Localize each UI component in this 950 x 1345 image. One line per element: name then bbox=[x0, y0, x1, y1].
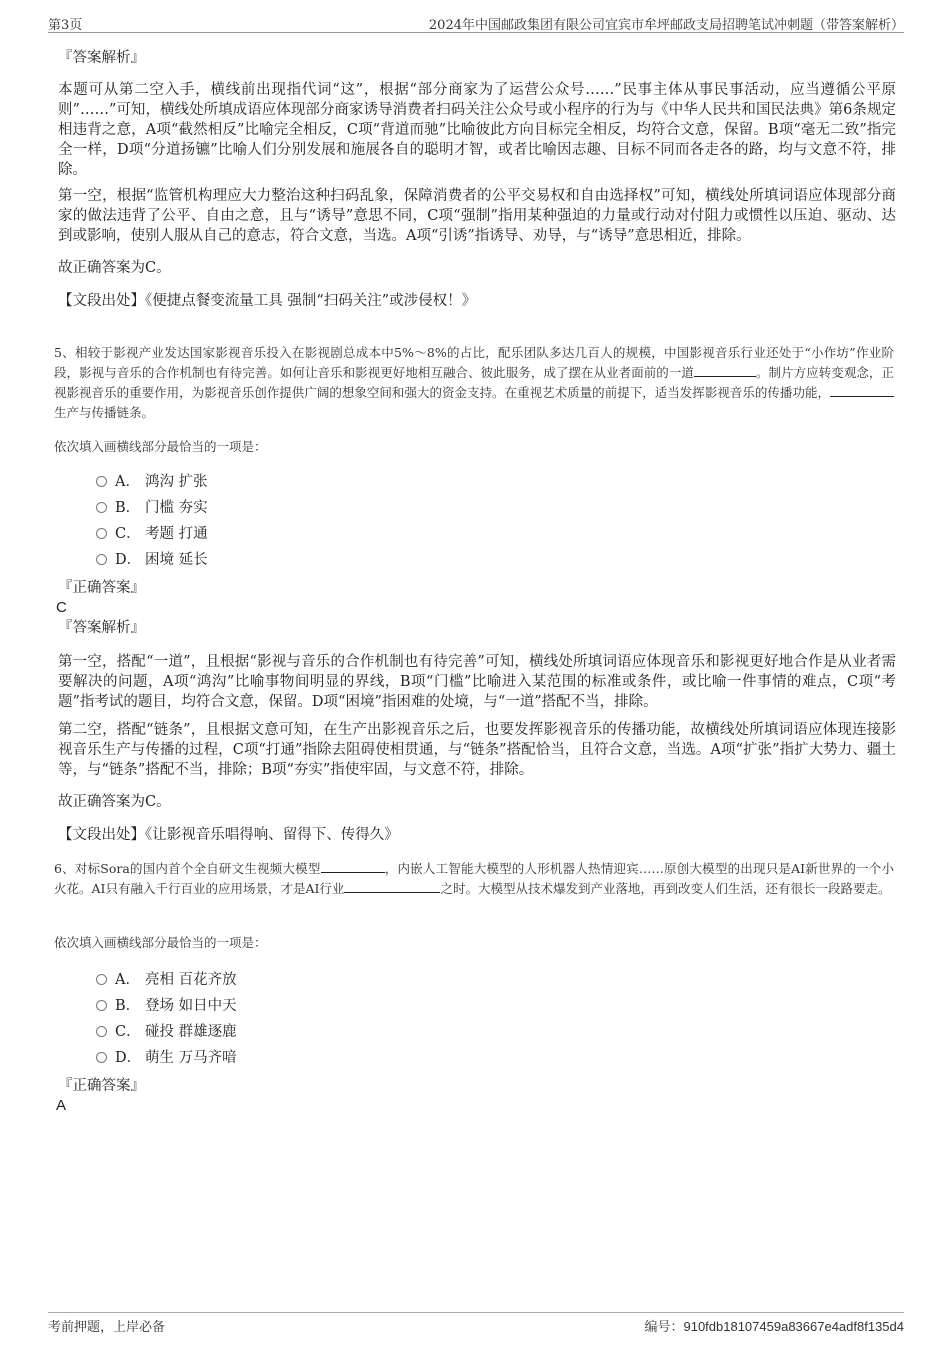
q6-option-b[interactable] bbox=[96, 996, 237, 1016]
q5-text-part2: 。制片方应转变观念，正视影视音乐的重要作用，为影视音乐创作提供广阔的想象空间和强大的资金支持。在重视艺术质量的前提下，适当发挥影视音乐的传播功能， bbox=[54, 365, 894, 400]
q5-analysis-para2: 第二空，搭配“链条”，且根据文意可知，在生产出影视音乐之后，也要发挥影视音乐的传播功能，故横线处所填词语应体现连接影视音乐生产与传播的过程，C项“打通”指除去阻碍使相贯通，与“链条”搭配恰当，且符合文意，当选。A项“扩张”指扩大势力、疆土等，与“链条”搭配不当，排除；B项“夯实”指使牢固，与文意不符，排除。 bbox=[58, 722, 896, 778]
radio-icon[interactable] bbox=[96, 502, 107, 513]
option-letter: B． bbox=[115, 500, 141, 516]
q5-source: 【文段出处】《让影视音乐唱得响、留得下、传得久》 bbox=[58, 827, 399, 843]
option-text: 困境 延长 bbox=[145, 552, 208, 568]
option-letter: C． bbox=[115, 526, 141, 542]
q5-correct-label: 『正确答案』 bbox=[58, 580, 145, 596]
page-header bbox=[48, 12, 904, 33]
radio-icon[interactable] bbox=[96, 974, 107, 985]
q6-prompt: 依次填入画横线部分最恰当的一项是： bbox=[54, 935, 267, 950]
q6-option-d[interactable] bbox=[96, 1048, 237, 1068]
radio-icon[interactable] bbox=[96, 1052, 107, 1063]
q6-option-c[interactable] bbox=[96, 1022, 237, 1042]
q5-blank-2 bbox=[830, 383, 894, 397]
option-text: 碰投 群雄逐鹿 bbox=[145, 1024, 237, 1040]
page-number: 第3页 bbox=[48, 18, 83, 33]
option-text: 萌生 万马齐喑 bbox=[145, 1050, 237, 1066]
radio-icon[interactable] bbox=[96, 1026, 107, 1037]
option-letter: A． bbox=[115, 474, 140, 490]
q5-analysis-para1: 第一空，搭配“一道”，且根据“影视与音乐的合作机制也有待完善”可知，横线处所填词语应体现音乐和影视更好地合作是从业者需要解决的问题，A项“鸿沟”比喻事物间明显的界线，B项“门槛”比喻进入某范围的标准或条件，或比喻一件事情的难点，C项“考题”指考试的题目，均符合文意，保留。D项“困境”指困难的处境，与“一道”搭配不当，排除。 bbox=[58, 654, 896, 710]
radio-icon[interactable] bbox=[96, 554, 107, 565]
q6-text-part1: 6、对标Sora的国内首个全自研文生视频大模型 bbox=[54, 861, 321, 876]
q5-answer: C bbox=[56, 599, 67, 616]
q4-analysis-label: 『答案解析』 bbox=[58, 50, 145, 66]
radio-icon[interactable] bbox=[96, 528, 107, 539]
option-text: 登场 如日中天 bbox=[145, 998, 237, 1014]
document-title: 2024年中国邮政集团有限公司宜宾市牟坪邮政支局招聘笔试冲刺题（带答案解析） bbox=[428, 18, 904, 33]
q4-conclusion: 故正确答案为C。 bbox=[58, 260, 171, 276]
q4-analysis-para2: 第一空，根据“监管机构理应大力整治这种扫码乱象，保障消费者的公平交易权和自由选择权”可知，横线处所填词语应体现部分商家的做法违背了公平、自由之意，且与“诱导”意思不同，C项“强制”指用某种强迫的力量或行动对付阻力或惯性以压迫、驱动、达到或影响，使别人服从自己的意志，符合文意，当选。A项“引诱”指诱导、劝导，与“诱导”意思相近，排除。 bbox=[58, 188, 896, 244]
q5-conclusion: 故正确答案为C。 bbox=[58, 794, 171, 810]
q6-text-part2: ，内嵌人工智能大模型的人形机器人热情迎宾……原创大模型的出现只是AI新世界的一个小火花。AI只有融入千行百业的应用场景，才是AI行业 bbox=[54, 861, 894, 896]
option-text: 考题 打通 bbox=[145, 526, 208, 542]
page-footer bbox=[48, 1312, 904, 1335]
q4-analysis-para1: 本题可从第二空入手，横线前出现指代词“这”，根据“部分商家为了运营公众号……”民事主体从事民事活动，应当遵循公平原则”……”可知，横线处所填成语应体现部分商家诱导消费者扫码关注公众号或小程序的行为与《中华人民共和国民法典》第6条规定相违背之意，A项“截然相反”比喻完全相反，C项“背道而驰”比喻彼此方向目标完全相反，均符合文意，保留。B项“毫无二致”指完全一样，D项“分道扬镳”比喻人们分别发展和施展各自的聪明才智，或者比喻因志趣、目标不同而各走各的路，均与文意不符，排除。 bbox=[58, 82, 896, 178]
q5-prompt: 依次填入画横线部分最恰当的一项是： bbox=[54, 439, 267, 454]
q4-source: 【文段出处】《便捷点餐变流量工具 强制“扫码关注”或涉侵权！》 bbox=[58, 293, 477, 309]
q6-question-text bbox=[54, 859, 894, 899]
footer-slogan: 考前押题，上岸必备 bbox=[48, 1320, 166, 1335]
option-text: 门槛 夯实 bbox=[145, 500, 208, 516]
option-letter: A． bbox=[115, 972, 140, 988]
q6-answer: A bbox=[56, 1097, 67, 1114]
radio-icon[interactable] bbox=[96, 1000, 107, 1011]
radio-icon[interactable] bbox=[96, 476, 107, 487]
q5-analysis-label: 『答案解析』 bbox=[58, 620, 145, 636]
option-letter: D． bbox=[115, 1050, 142, 1066]
q5-option-a[interactable] bbox=[96, 472, 208, 492]
q6-correct-label: 『正确答案』 bbox=[58, 1078, 145, 1094]
option-letter: C． bbox=[115, 1024, 141, 1040]
q5-option-b[interactable] bbox=[96, 498, 208, 518]
q5-text-part1: 5、相较于影视产业发达国家影视音乐投入在影视剧总成本中5%～8%的占比，配乐团队多达几百人的规模，中国影视音乐行业还处于“小作坊”作业阶段，影视与音乐的合作机制也有待完善。如何让音乐和影视更好地相互融合、彼此服务，成了摆在从业者面前的一道 bbox=[54, 345, 894, 380]
q5-option-d[interactable] bbox=[96, 550, 208, 570]
q5-question-text bbox=[54, 343, 894, 423]
q6-blank-2 bbox=[344, 879, 440, 893]
q5-option-c[interactable] bbox=[96, 524, 208, 544]
q6-text-part3: 之时。大模型从技术爆发到产业落地，再到改变人们生活，还有很长一段路要走。 bbox=[440, 881, 891, 896]
footer-serial: 编号：910fdb18107459a83667e4adf8f135d4 bbox=[644, 1319, 904, 1334]
option-text: 鸿沟 扩张 bbox=[145, 474, 208, 490]
option-letter: B． bbox=[115, 998, 141, 1014]
q6-option-a[interactable] bbox=[96, 970, 237, 990]
q5-text-part3: 生产与传播链条。 bbox=[54, 405, 155, 420]
q5-blank-1 bbox=[694, 363, 756, 377]
q6-blank-1 bbox=[321, 859, 385, 873]
option-text: 亮相 百花齐放 bbox=[145, 972, 237, 988]
option-letter: D． bbox=[115, 552, 142, 568]
